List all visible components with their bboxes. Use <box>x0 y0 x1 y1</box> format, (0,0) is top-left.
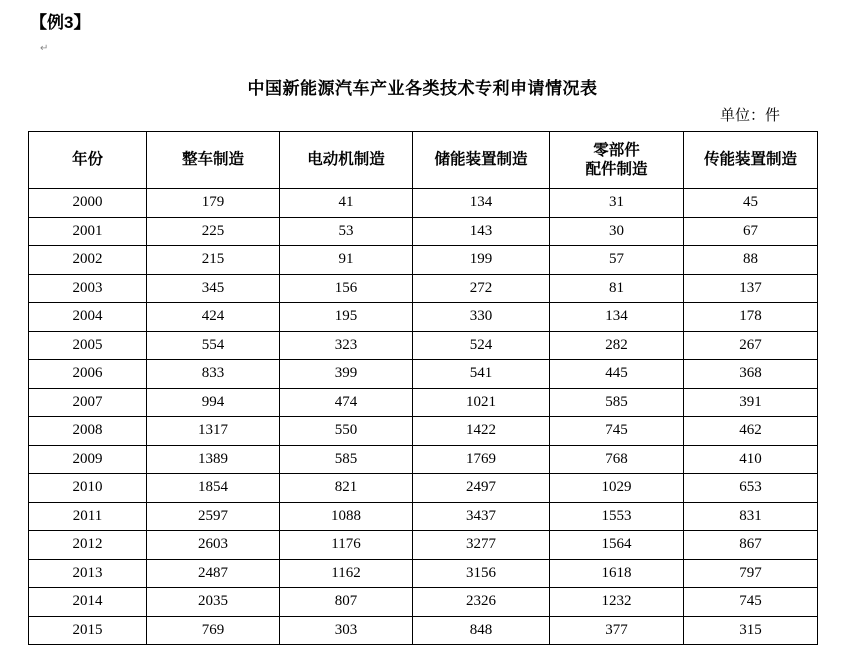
cell-transmission: 653 <box>684 474 818 503</box>
cell-parts: 134 <box>550 303 684 332</box>
cell-transmission: 797 <box>684 559 818 588</box>
patent-application-table <box>28 131 818 645</box>
cell-year: 2007 <box>29 388 147 417</box>
cell-transmission: 745 <box>684 588 818 617</box>
cell-motor: 585 <box>280 445 413 474</box>
cell-storage: 2326 <box>413 588 550 617</box>
cell-year: 2012 <box>29 531 147 560</box>
cell-storage: 1769 <box>413 445 550 474</box>
cell-parts: 81 <box>550 274 684 303</box>
cell-year: 2006 <box>29 360 147 389</box>
paragraph-mark-icon: ↵ <box>40 43 49 54</box>
cell-year: 2005 <box>29 331 147 360</box>
cell-vehicle: 1389 <box>147 445 280 474</box>
column-header-parts-manufacturing-line1: 零部件 <box>593 141 640 159</box>
cell-parts: 1232 <box>550 588 684 617</box>
cell-parts: 445 <box>550 360 684 389</box>
table-row <box>29 388 818 417</box>
cell-transmission: 45 <box>684 189 818 218</box>
cell-vehicle: 2487 <box>147 559 280 588</box>
cell-transmission: 67 <box>684 217 818 246</box>
column-header-transmission-manufacturing <box>684 132 818 189</box>
cell-motor: 53 <box>280 217 413 246</box>
cell-parts: 31 <box>550 189 684 218</box>
table-row <box>29 588 818 617</box>
cell-motor: 323 <box>280 331 413 360</box>
cell-storage: 3156 <box>413 559 550 588</box>
cell-storage: 541 <box>413 360 550 389</box>
cell-storage: 1422 <box>413 417 550 446</box>
cell-year: 2011 <box>29 502 147 531</box>
cell-year: 2010 <box>29 474 147 503</box>
column-header-vehicle-manufacturing-line1: 整车制造 <box>181 151 244 169</box>
cell-motor: 1162 <box>280 559 413 588</box>
table-row <box>29 331 818 360</box>
cell-parts: 768 <box>550 445 684 474</box>
table-row <box>29 217 818 246</box>
cell-transmission: 831 <box>684 502 818 531</box>
cell-motor: 1088 <box>280 502 413 531</box>
cell-motor: 474 <box>280 388 413 417</box>
table-row <box>29 474 818 503</box>
column-header-year <box>29 132 147 189</box>
cell-storage: 330 <box>413 303 550 332</box>
cell-vehicle: 179 <box>147 189 280 218</box>
cell-year: 2013 <box>29 559 147 588</box>
cell-year: 2001 <box>29 217 147 246</box>
cell-motor: 550 <box>280 417 413 446</box>
cell-transmission: 267 <box>684 331 818 360</box>
cell-parts: 57 <box>550 246 684 275</box>
cell-year: 2004 <box>29 303 147 332</box>
cell-transmission: 410 <box>684 445 818 474</box>
cell-motor: 195 <box>280 303 413 332</box>
cell-vehicle: 1317 <box>147 417 280 446</box>
cell-vehicle: 833 <box>147 360 280 389</box>
column-header-vehicle-manufacturing <box>147 132 280 189</box>
cell-vehicle: 2597 <box>147 502 280 531</box>
table-row <box>29 417 818 446</box>
cell-storage: 2497 <box>413 474 550 503</box>
table-row <box>29 246 818 275</box>
table-body <box>29 189 818 645</box>
column-header-year-line1: 年份 <box>71 151 103 169</box>
cell-parts: 282 <box>550 331 684 360</box>
cell-parts: 585 <box>550 388 684 417</box>
cell-year: 2008 <box>29 417 147 446</box>
cell-transmission: 867 <box>684 531 818 560</box>
table-header-row <box>29 132 818 189</box>
cell-vehicle: 994 <box>147 388 280 417</box>
cell-vehicle: 215 <box>147 246 280 275</box>
column-header-transmission-manufacturing-line1: 传能装置制造 <box>703 151 797 169</box>
cell-motor: 303 <box>280 616 413 645</box>
cell-transmission: 391 <box>684 388 818 417</box>
cell-motor: 399 <box>280 360 413 389</box>
cell-transmission: 88 <box>684 246 818 275</box>
cell-vehicle: 345 <box>147 274 280 303</box>
cell-motor: 41 <box>280 189 413 218</box>
cell-storage: 143 <box>413 217 550 246</box>
cell-parts: 1553 <box>550 502 684 531</box>
cell-transmission: 137 <box>684 274 818 303</box>
cell-vehicle: 554 <box>147 331 280 360</box>
unit-note: 单位：件 <box>719 107 780 124</box>
cell-parts: 30 <box>550 217 684 246</box>
column-header-energy-storage-manufacturing-line1: 储能装置制造 <box>434 151 528 169</box>
cell-parts: 745 <box>550 417 684 446</box>
cell-vehicle: 2603 <box>147 531 280 560</box>
cell-year: 2002 <box>29 246 147 275</box>
cell-year: 2015 <box>29 616 147 645</box>
cell-parts: 377 <box>550 616 684 645</box>
cell-vehicle: 769 <box>147 616 280 645</box>
cell-vehicle: 225 <box>147 217 280 246</box>
table-row <box>29 502 818 531</box>
cell-year: 2003 <box>29 274 147 303</box>
column-header-motor-manufacturing <box>280 132 413 189</box>
table-row <box>29 445 818 474</box>
table-row <box>29 360 818 389</box>
cell-storage: 3437 <box>413 502 550 531</box>
cell-storage: 134 <box>413 189 550 218</box>
cell-year: 2014 <box>29 588 147 617</box>
cell-motor: 1176 <box>280 531 413 560</box>
cell-transmission: 178 <box>684 303 818 332</box>
table-row <box>29 189 818 218</box>
cell-storage: 199 <box>413 246 550 275</box>
table-row <box>29 303 818 332</box>
cell-transmission: 315 <box>684 616 818 645</box>
cell-parts: 1564 <box>550 531 684 560</box>
cell-vehicle: 424 <box>147 303 280 332</box>
cell-year: 2009 <box>29 445 147 474</box>
cell-year: 2000 <box>29 189 147 218</box>
column-header-parts-manufacturing <box>550 132 684 189</box>
cell-transmission: 462 <box>684 417 818 446</box>
cell-transmission: 368 <box>684 360 818 389</box>
cell-parts: 1029 <box>550 474 684 503</box>
cell-vehicle: 1854 <box>147 474 280 503</box>
cell-motor: 91 <box>280 246 413 275</box>
table-row <box>29 531 818 560</box>
cell-storage: 524 <box>413 331 550 360</box>
page-title: 中国新能源汽车产业各类技术专利申请情况表 <box>247 79 598 98</box>
column-header-parts-manufacturing-line2: 配件制造 <box>585 161 648 178</box>
cell-storage: 1021 <box>413 388 550 417</box>
cell-vehicle: 2035 <box>147 588 280 617</box>
table-row <box>29 559 818 588</box>
column-header-energy-storage-manufacturing <box>413 132 550 189</box>
cell-storage: 272 <box>413 274 550 303</box>
cell-storage: 3277 <box>413 531 550 560</box>
column-header-motor-manufacturing-line1: 电动机制造 <box>307 151 385 169</box>
cell-parts: 1618 <box>550 559 684 588</box>
table-header <box>29 132 818 189</box>
cell-storage: 848 <box>413 616 550 645</box>
cell-motor: 156 <box>280 274 413 303</box>
table-row <box>29 616 818 645</box>
table-row <box>29 274 818 303</box>
example-label: 【例3】 <box>30 13 91 32</box>
cell-motor: 807 <box>280 588 413 617</box>
cell-motor: 821 <box>280 474 413 503</box>
